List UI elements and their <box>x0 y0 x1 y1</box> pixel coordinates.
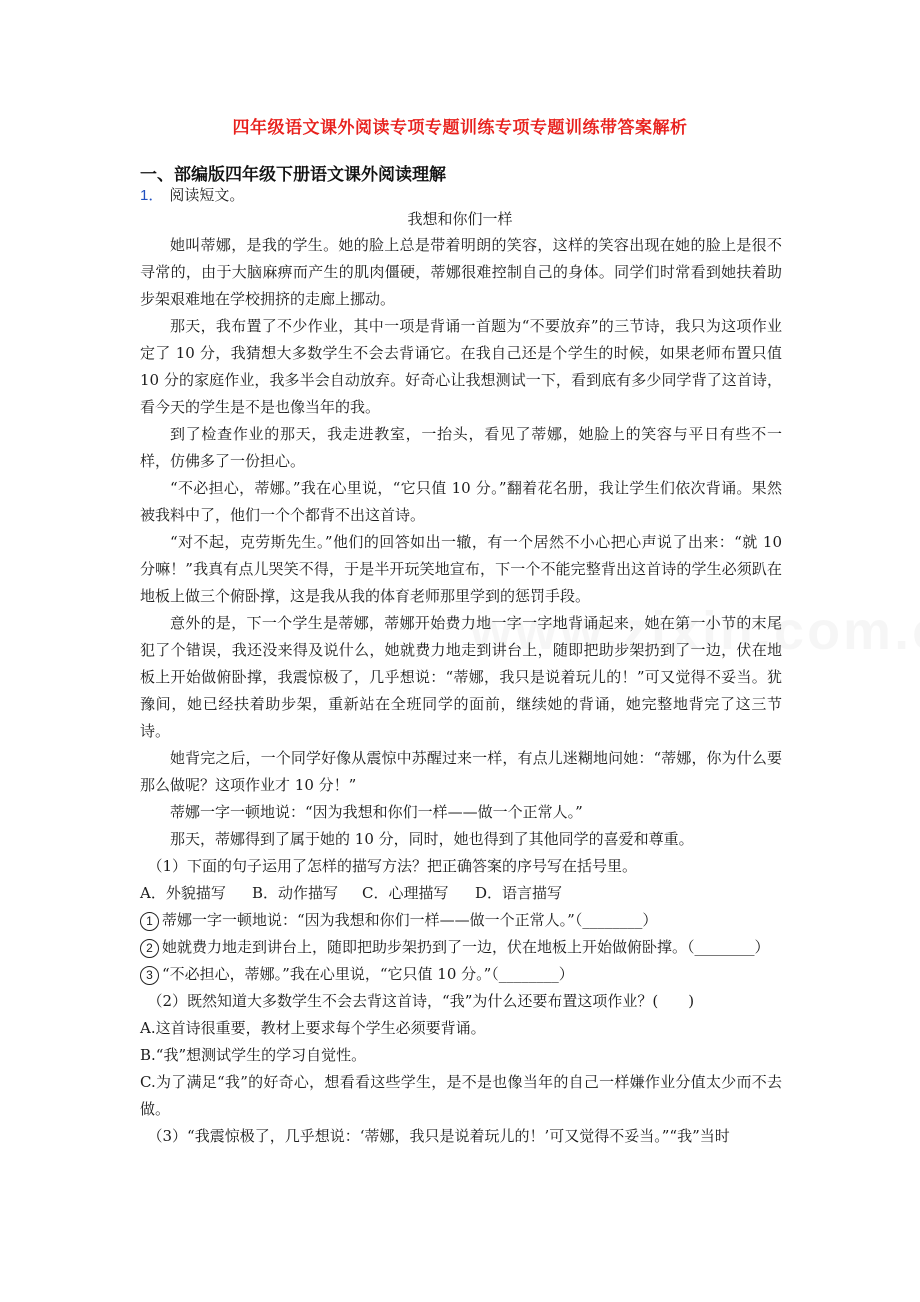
option-a: A．外貌描写 <box>140 884 226 902</box>
subquestion-2-option-b: B.“我”想测试学生的学习自觉性。 <box>140 1046 367 1064</box>
subquestion-1-options <box>140 880 782 907</box>
section-heading: 一、部编版四年级下册语文课外阅读理解 <box>140 165 446 185</box>
passage-paragraph: “不必担心，蒂娜。”我在心里说，“它只值 10 分。”翻着花名册，我让学生们依次背诵。果然被我料中了，他们一个个都背不出这首诗。 <box>140 479 782 524</box>
subquestion-1-item <box>140 934 782 961</box>
subquestion-1-item <box>140 907 782 934</box>
passage-paragraph: 那天，蒂娜得到了属于她的 10 分，同时，她也得到了其他同学的喜爱和尊重。 <box>170 830 694 848</box>
subquestion-3-prompt: （3）“我震惊极了，几乎想说：‘蒂娜，我只是说着玩儿的！’可又觉得不妥当。”“我”当时 <box>147 1127 730 1145</box>
passage-body <box>140 232 782 1150</box>
circled-number-icon: 3 <box>140 966 159 985</box>
passage-paragraph: 意外的是，下一个学生是蒂娜，蒂娜开始费力地一字一字地背诵起来，她在第一小节的末尾犯了个错误，我还没来得及说什么，她就费力地走到讲台上，随即把助步架扔到了一边，伏在地板上开始做俯卧撑，我震惊极了，几乎想说：“蒂娜，我只是说着玩儿的！”可又觉得不妥当。犹豫间，她已经扶着助步架，重新站在全班同学的面前，继续她的背诵，她完整地背完了这三节诗。 <box>140 614 782 740</box>
story-title: 我想和你们一样 <box>407 210 513 228</box>
option-c: C．心理描写 <box>362 884 449 902</box>
passage-paragraph: 她背完之后，一个同学好像从震惊中苏醒过来一样，有点儿迷糊地问她：“蒂娜，你为什么要那么做呢？这项作业才 10 分！” <box>140 749 782 794</box>
circled-number-icon: 2 <box>140 939 159 958</box>
document-title: 四年级语文课外阅读专项专题训练专项专题训练带答案解析 <box>232 118 688 138</box>
subquestion-1-item <box>140 961 782 988</box>
question-number: 1． <box>140 187 164 204</box>
passage-paragraph: “对不起，克劳斯先生。”他们的回答如出一辙，有一个居然不小心把心声说了出来：“就 10 分嘛！”我真有点儿哭笑不得，于是半开玩笑地宣布，下一个不能完整背出这首诗的学生必须趴在地板上做三个俯卧撑，这是我从我的体育老师那里学到的惩罚手段。 <box>140 533 782 605</box>
option-b: B．动作描写 <box>252 884 339 902</box>
passage-paragraph: 她叫蒂娜，是我的学生。她的脸上总是带着明朗的笑容，这样的笑容出现在她的脸上是很不寻常的，由于大脑麻痹而产生的肌肉僵硬，蒂娜很难控制自己的身体。同学们时常看到她扶着助步架艰难地在学校拥挤的走廊上挪动。 <box>140 236 782 308</box>
subquestion-1-prompt: （1）下面的句子运用了怎样的描写方法？把正确答案的序号写在括号里。 <box>147 857 638 875</box>
item-text: 她就费力地走到讲台上，随即把助步架扔到了一边，伏在地板上开始做俯卧撑。（________） <box>162 938 770 956</box>
item-text: 蒂娜一字一顿地说：“因为我想和你们一样——做一个正常人。”（________） <box>162 911 658 929</box>
question-instruction: 阅读短文。 <box>169 186 245 204</box>
option-d: D．语言描写 <box>475 884 563 902</box>
item-text: “不必担心，蒂娜。”我在心里说，“它只值 10 分。”（________） <box>162 965 574 983</box>
subquestion-2-option-a: A.这首诗很重要，教材上要求每个学生必须要背诵。 <box>140 1019 486 1037</box>
passage-paragraph: 那天，我布置了不少作业，其中一项是背诵一首题为“不要放弃”的三节诗，我只为这项作业定了 10 分，我猜想大多数学生不会去背诵它。在我自己还是个学生的时候，如果老师布置只值 10 分的家庭作业，我多半会自动放弃。好奇心让我想测试一下，看到底有多少同学背了这首诗，看今天的学生是不是也像当年的我。 <box>140 317 782 416</box>
subquestion-2-prompt: （2）既然知道大多数学生不会去背这首诗，“我”为什么还要布置这项作业？( ) <box>147 992 695 1010</box>
circled-number-icon: 1 <box>140 912 159 931</box>
question-header <box>140 184 244 205</box>
passage-paragraph: 到了检查作业的那天，我走进教室，一抬头，看见了蒂娜，她脸上的笑容与平日有些不一样，仿佛多了一份担心。 <box>140 425 782 470</box>
passage-paragraph: 蒂娜一字一顿地说：“因为我想和你们一样——做一个正常人。” <box>170 803 583 821</box>
subquestion-2-option-c: C.为了满足“我”的好奇心，想看看这些学生，是不是也像当年的自己一样嫌作业分值太少而不去做。 <box>140 1073 782 1118</box>
